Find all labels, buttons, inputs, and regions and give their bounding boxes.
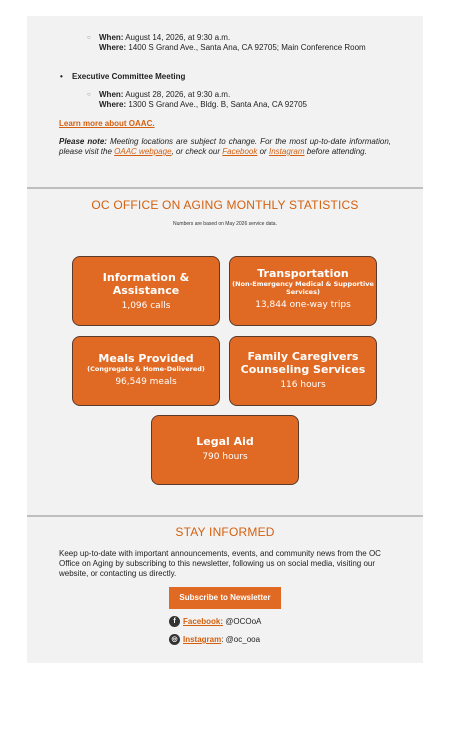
when-text: August 14, 2026, at 9:30 a.m. xyxy=(125,33,231,42)
stat-value: 790 hours xyxy=(202,452,248,462)
oaac-webpage-link[interactable]: OAAC webpage xyxy=(114,147,172,156)
stat-title: Information & Assistance xyxy=(102,271,190,297)
section-divider xyxy=(27,187,423,189)
stat-value: 13,844 one-way trips xyxy=(255,300,351,310)
instagram-row xyxy=(169,634,260,646)
note-label: Please note: xyxy=(59,137,107,146)
stat-value: 1,096 calls xyxy=(121,301,171,311)
instagram-social-link[interactable]: Instagram xyxy=(183,635,222,644)
note-text: before attending. xyxy=(306,147,367,156)
stats-note: Numbers are based on May 2026 service data. xyxy=(173,221,277,227)
learn-more-link[interactable]: Learn more about OAAC. xyxy=(59,119,155,128)
circle-bullet-icon: ○ xyxy=(87,92,91,98)
where-text: 1400 S Grand Ave., Santa Ana, CA 92705; Main Conference Room xyxy=(128,43,366,52)
newsletter-panel xyxy=(27,16,423,663)
instagram-icon[interactable]: ◎ xyxy=(169,634,180,645)
stat-box-legal-aid xyxy=(151,415,299,485)
stat-box-information-assistance xyxy=(72,256,220,326)
instagram-handle: : @oc_ooa xyxy=(221,635,261,644)
facebook-link[interactable]: Facebook xyxy=(222,147,258,156)
note-text: , or check our xyxy=(171,147,220,156)
note-paragraph xyxy=(59,137,391,157)
stats-title: OC OFFICE ON AGING MONTHLY STATISTICS xyxy=(91,198,359,212)
facebook-row xyxy=(169,616,261,628)
bullet-icon: • xyxy=(60,72,63,81)
facebook-icon[interactable]: f xyxy=(169,616,180,627)
section-divider xyxy=(27,515,423,517)
stat-box-meals xyxy=(72,336,220,406)
facebook-handle: @OCOoA xyxy=(225,617,262,626)
stat-title: Legal Aid xyxy=(196,435,254,448)
stat-title: Family Caregivers Counseling Services xyxy=(240,350,366,376)
facebook-social-link[interactable]: Facebook: xyxy=(183,617,224,626)
circle-bullet-icon: ○ xyxy=(87,35,91,41)
where-label: Where: xyxy=(99,100,127,109)
stat-subtitle: (Congregate & Home-Delivered) xyxy=(87,365,205,373)
stat-value: 116 hours xyxy=(280,380,326,390)
note-text: Meeting locations are subject to change. For the most up-to-date information, please visit the xyxy=(59,137,391,156)
instagram-link[interactable]: Instagram xyxy=(268,147,305,156)
stat-value: 96,549 meals xyxy=(115,377,177,387)
stat-title: Meals Provided xyxy=(98,352,194,365)
stat-subtitle: (Non-Emergency Medical & Supportive Services) xyxy=(232,280,374,296)
when-label: When: xyxy=(99,90,124,99)
where-label: Where: xyxy=(99,43,127,52)
stay-informed-text: Keep up-to-date with important announcements, events, and community news from the OC Office on Aging by subscribing to this newsletter, following us on social media, visiting our website, or contacting us directly. xyxy=(59,549,381,578)
stat-box-transportation xyxy=(229,256,377,326)
when-text: August 28, 2026, at 9:30 a.m. xyxy=(125,90,231,99)
stat-box-family-caregivers xyxy=(229,336,377,406)
when-label: When: xyxy=(99,33,124,42)
where-text: 1300 S Grand Ave., Bldg. B, Santa Ana, CA 92705 xyxy=(128,100,308,109)
note-text: or xyxy=(259,147,267,156)
stat-title: Transportation xyxy=(257,267,349,280)
meeting-detail-1 xyxy=(87,33,399,53)
committee-heading: • Executive Committee Meeting xyxy=(60,72,186,81)
stay-informed-title: STAY INFORMED xyxy=(175,525,275,539)
subscribe-button[interactable]: Subscribe to Newsletter xyxy=(169,587,281,609)
meeting-detail-2 xyxy=(87,90,399,110)
